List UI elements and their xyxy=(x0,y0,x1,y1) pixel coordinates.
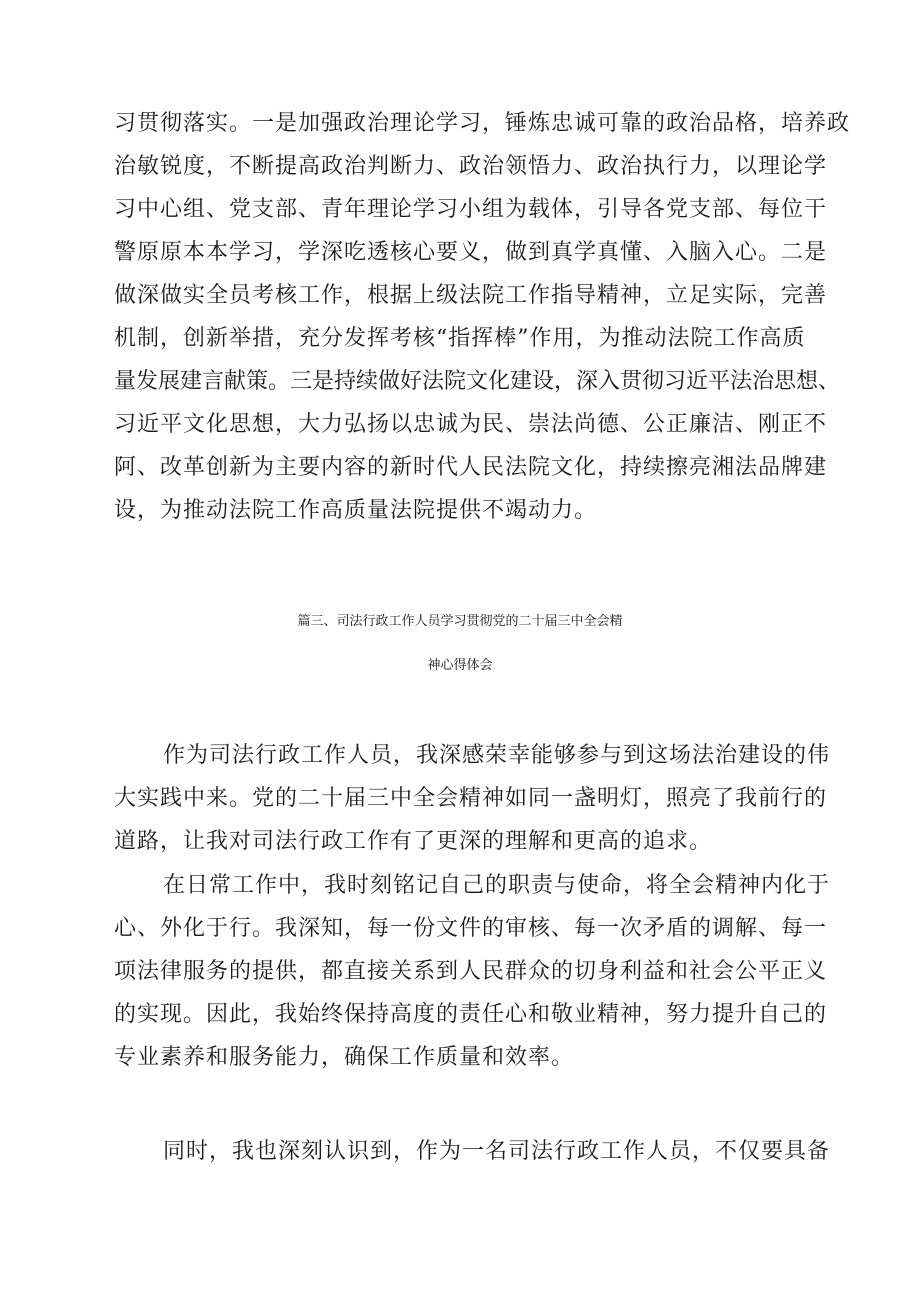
paragraph-line: 同时，我也深刻认识到，作为一名司法行政工作人员，不仅要具备 xyxy=(163,1139,831,1164)
paragraph-line: 习近平文化思想，大力弘扬以忠诚为民、崇法尚德、公正廉洁、刚正不 xyxy=(114,412,828,437)
paragraph-line: 习贯彻落实。一是加强政治理论学习，锤炼忠诚可靠的政治品格，培养政 xyxy=(114,111,851,136)
paragraph-line: 警原原本本学习，学深吃透核心要义，做到真学真懂、入脑入心。二是 xyxy=(114,240,828,265)
paragraph-line: 的实现。因此，我始终保持高度的责任心和敬业精神，努力提升自己的 xyxy=(114,1002,828,1027)
paragraph-line: 项法律服务的提供，都直接关系到人民群众的切身利益和社会公平正义 xyxy=(114,959,828,984)
paragraph-line: 专业素养和服务能力，确保工作质量和效率。 xyxy=(114,1045,575,1070)
section-heading-line-1: 篇三、司法行政工作人员学习贯彻党的二十届三中全会精 xyxy=(297,614,623,629)
paragraph-line: 做深做实全员考核工作，根据上级法院工作指导精神，立足实际，完善 xyxy=(114,283,828,308)
paragraph-line: 道路，让我对司法行政工作有了更深的理解和更高的追求。 xyxy=(114,829,713,854)
paragraph-line: 在日常工作中，我时刻铭记自己的职责与使命，将全会精神内化于 xyxy=(163,873,831,898)
paragraph-line: 设，为推动法院工作高质量法院提供不竭动力。 xyxy=(114,498,598,523)
paragraph-line: 治敏锐度，不断提高政治判断力、政治领悟力、政治执行力，以理论学 xyxy=(114,154,828,179)
paragraph-line: 作为司法行政工作人员，我深感荣幸能够参与到这场法治建设的伟 xyxy=(163,743,831,768)
paragraph-line: 习中心组、党支部、青年理论学习小组为载体，引导各党支部、每位干 xyxy=(114,197,828,222)
paragraph-line: 大实践中来。党的二十届三中全会精神如同一盏明灯，照亮了我前行的 xyxy=(114,786,828,811)
section-heading-line-2: 神心得体会 xyxy=(427,658,493,673)
paragraph-line: 量发展建言献策。三是持续做好法院文化建设，深入贯彻习近平法治思想、 xyxy=(114,369,841,394)
paragraph-line: 机制，创新举措，充分发挥考核“指挥棒”作用，为推动法院工作高质 xyxy=(114,326,806,351)
paragraph-line: 阿、改革创新为主要内容的新时代人民法院文化，持续擦亮湘法品牌建 xyxy=(114,455,828,480)
paragraph-line: 心、外化于行。我深知，每一份文件的审核、每一次矛盾的调解、每一 xyxy=(114,916,828,941)
